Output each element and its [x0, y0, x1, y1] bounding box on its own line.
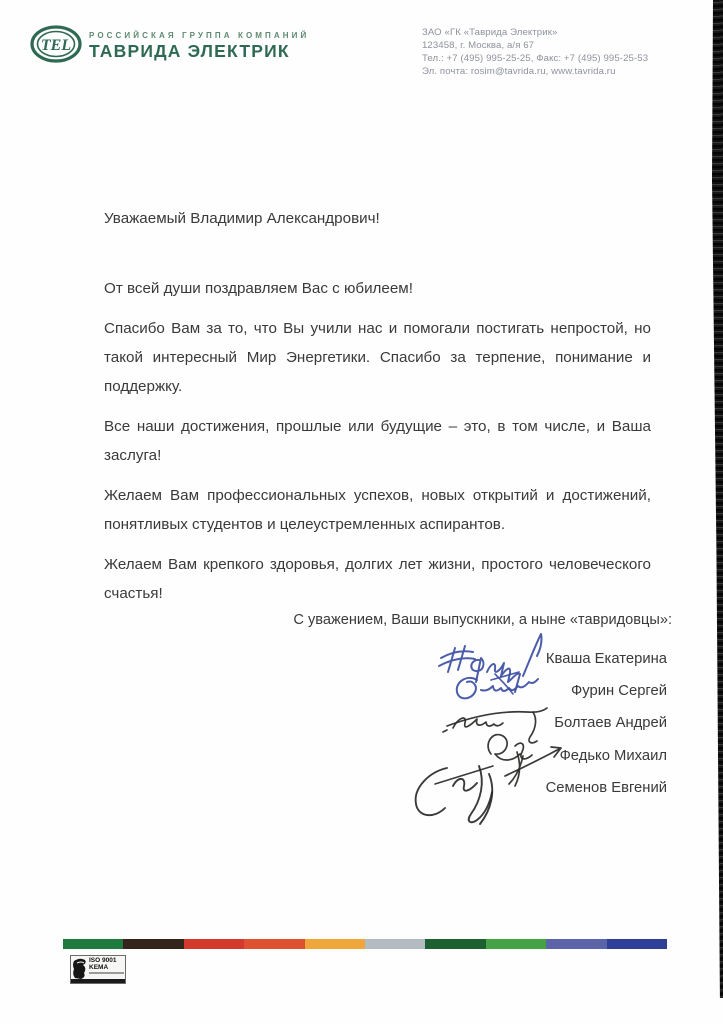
logo-tagline: РОССИЙСКАЯ ГРУППА КОМПАНИЙ: [89, 31, 310, 40]
contact-block: [422, 26, 648, 78]
company-logo: [30, 24, 309, 64]
signatory-name: Кваша Екатерина: [545, 651, 667, 667]
signatory-name: Семенов Евгений: [545, 779, 667, 796]
footer-color-bar: [63, 939, 667, 949]
tel-monogram: TEL: [40, 37, 72, 54]
signature-boltaev: [443, 708, 547, 743]
closing-line: С уважением, Ваши выпускники, а ныне «тавридовцы»:: [293, 612, 672, 628]
signatory-name: Фурин Сергей: [571, 683, 667, 700]
logo-company-name: ТАВРИДА ЭЛЕКТРИК: [89, 41, 290, 61]
scan-edge-artifact: [712, 0, 723, 998]
stripe-segment: [425, 939, 485, 949]
stamp-microtext-bar: [89, 972, 124, 974]
stripe-segment: [123, 939, 183, 949]
paragraph-achievements: Все наши достижения, прошлые или будущие – это, в том числе, и Ваша заслуга!: [104, 418, 651, 464]
handwritten-signatures: [395, 628, 595, 828]
stripe-segment: [184, 939, 244, 949]
signature-semenov: [416, 766, 493, 824]
stripe-segment: [365, 939, 425, 949]
stripe-segment: [305, 939, 365, 949]
stripe-segment: [63, 939, 123, 949]
contact-phone-line: Тел.: +7 (495) 995-25-25, Факс: +7 (495) 995-25-53: [422, 53, 649, 64]
stripe-segment: [546, 939, 606, 949]
paragraph-thanks: Спасибо Вам за то, что Вы учили нас и помогали постигать непростой, но такой интересный Мир Энергетики. Спасибо за терпение, понимание и поддержку.: [104, 320, 651, 395]
contact-address-line: 123458, г. Москва, а/я 67: [422, 40, 535, 51]
salutation: Уважаемый Владимир Александрович!: [104, 210, 380, 227]
stamp-bottom-band: [71, 979, 125, 983]
stripe-segment: [244, 939, 304, 949]
iso-certification-stamp: [70, 955, 126, 984]
paragraph-wishes-health: Желаем Вам крепкого здоровья, долгих лет жизни, простого человеческого счастья!: [104, 556, 651, 602]
paragraph-wishes-professional: Желаем Вам профессиональных успехов, новых открытий и достижений, понятливых студентов и целеустремленных аспирантов.: [104, 487, 651, 533]
letter-body: [104, 204, 651, 619]
iso-label: ISO 9001: [89, 957, 117, 964]
contact-email-line: Эл. почта: rosim@tavrida.ru, www.tavrida.ru: [422, 66, 616, 77]
signatory-name: Федько Михаил: [559, 747, 667, 764]
paragraph-congratulation: От всей души поздравляем Вас с юбилеем!: [104, 280, 413, 297]
signatory-name: Болтаев Андрей: [554, 715, 667, 732]
tel-logo-icon: [30, 24, 82, 64]
kema-label: KEMA: [89, 964, 109, 971]
contact-company-line: ЗАО «ГК «Таврида Электрик»: [422, 27, 558, 38]
logo-text: [89, 24, 309, 62]
stripe-segment: [486, 939, 546, 949]
stripe-segment: [607, 939, 667, 949]
signature-fedko: [488, 735, 561, 786]
letterhead: [0, 0, 723, 110]
